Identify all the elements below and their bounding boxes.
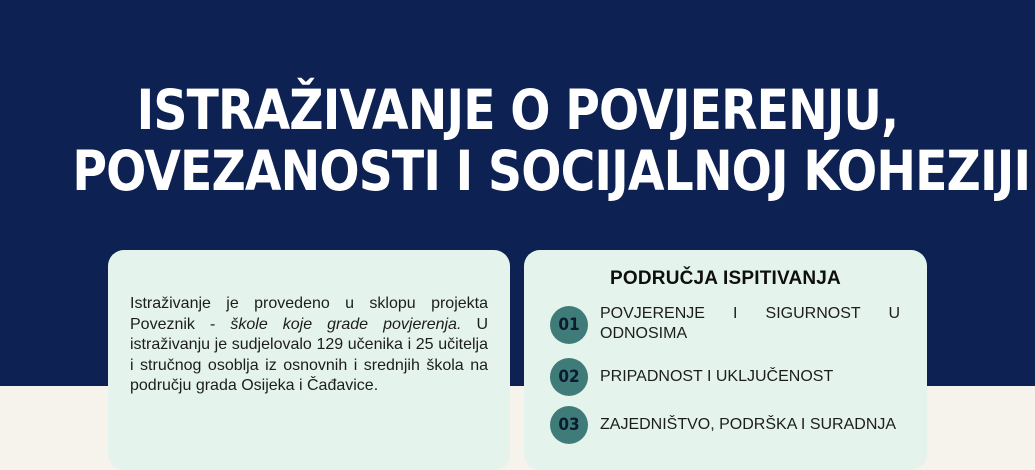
page-title-line-1: ISTRAŽIVANJE O POVJERENJU, [136,78,899,142]
page-title [72,78,1031,203]
intro-text-start: Istraživanje je provedeno u sklopu projekta Poveznik - [130,295,488,333]
research-area-label: ZAJEDNIŠTVO, PODRŠKA I SURADNJA [600,416,897,433]
intro-card [108,250,510,470]
research-area-item [550,358,902,398]
intro-paragraph [130,294,488,397]
intro-text-end: U istraživanju je sudjelovalo 129 učenika i 25 učitelja i stručnog osoblja iz osnovnih i srednjih škola na području grada Osijeka i Čađavice. [130,315,489,394]
number-badge: 01 [550,306,588,344]
research-area-item [550,306,902,346]
research-area-label: POVJERENJE I SIGURNOST U ODNOSIMA [600,305,900,342]
number-badge: 02 [550,358,588,396]
research-areas-title: PODRUČJA ISPITIVANJA [610,268,841,289]
research-area-label: PRIPADNOST I UKLJUČENOST [600,368,834,385]
project-slogan: škole koje grade povjerenja. [230,315,462,333]
research-area-item [550,406,902,446]
page-title-line-2: POVEZANOSTI I SOCIJALNOJ KOHEZIJI [72,139,1031,203]
number-badge: 03 [550,406,588,444]
